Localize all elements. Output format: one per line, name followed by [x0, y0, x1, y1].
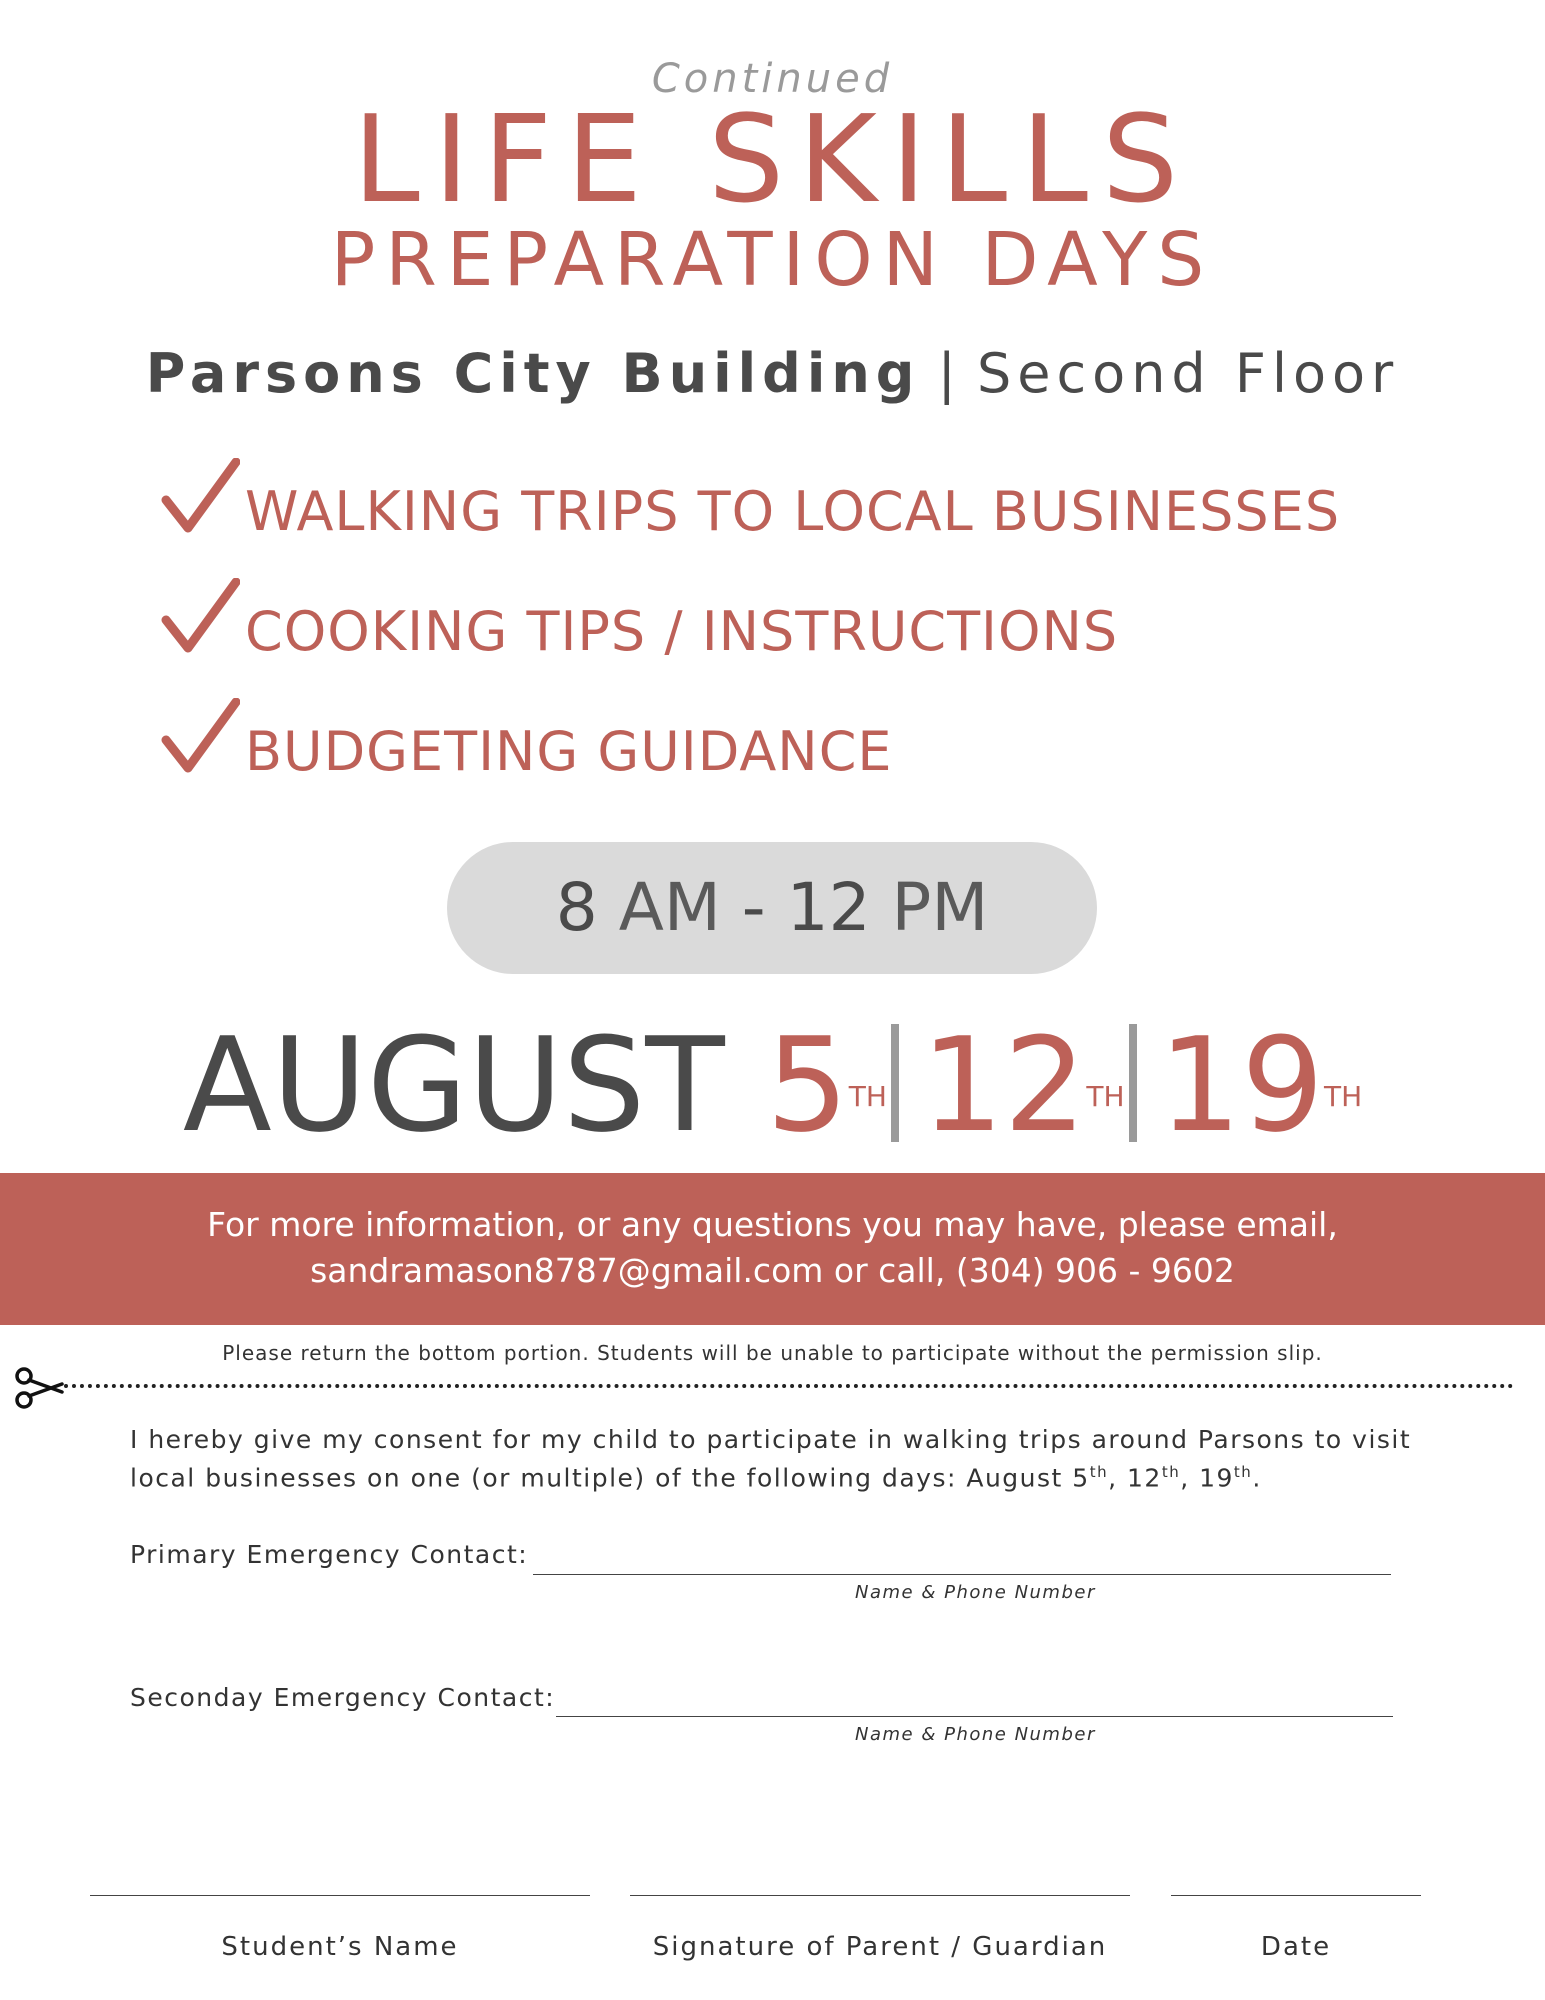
ordinal-suffix: th — [1233, 1463, 1253, 1481]
date-day: 12 — [920, 1009, 1087, 1161]
activity-item — [160, 458, 1460, 548]
activity-item — [160, 578, 1460, 668]
start-hour: 8 — [555, 869, 598, 946]
secondary-contact-label: Seconday Emergency Contact: — [130, 1683, 556, 1712]
month: AUGUST — [182, 1009, 725, 1161]
start-ampm: AM — [618, 869, 721, 946]
consent-line-1: I hereby give my consent for my child to participate in walking trips around Parsons to visit — [130, 1425, 1412, 1454]
consent-line-2 — [130, 1456, 1430, 1494]
activity-label: WALKING TRIPS TO LOCAL BUSINESSES — [245, 480, 1341, 543]
return-note: Please return the bottom portion. Students will be unable to participate without the permission slip. — [222, 1341, 1323, 1365]
date-day: 19 — [1158, 1009, 1324, 1161]
consent-statement — [130, 1424, 1430, 1494]
secondary-contact-field[interactable] — [556, 1716, 1393, 1717]
contact-line-1: For more information, or any questions you may have, please email, — [207, 1205, 1338, 1244]
parent-signature-field[interactable] — [630, 1895, 1130, 1896]
end-hour: 12 — [786, 869, 871, 946]
activity-label: COOKING TIPS / INSTRUCTIONS — [245, 600, 1119, 663]
location-floor: Second Floor — [976, 342, 1400, 405]
date-day: 5 — [766, 1009, 849, 1161]
consent-text: . — [1252, 1463, 1262, 1493]
date-field[interactable] — [1171, 1895, 1421, 1896]
activity-label: BUDGETING GUIDANCE — [245, 720, 893, 783]
location-separator: | — [937, 342, 960, 405]
checkmark-icon — [160, 458, 240, 538]
checkmark-icon — [160, 578, 240, 658]
student-name-field[interactable] — [90, 1895, 590, 1896]
location-building: Parsons City Building — [145, 342, 921, 405]
ordinal-suffix: th — [1161, 1463, 1181, 1481]
scissors-icon — [14, 1366, 64, 1410]
time-badge — [447, 842, 1097, 974]
consent-text: , 19 — [1180, 1463, 1234, 1493]
time-dash: - — [741, 869, 766, 946]
event-dates — [0, 1010, 1545, 1170]
consent-text: local businesses on one (or multiple) of the following days: August 5 — [130, 1463, 1090, 1493]
date-suffix: TH — [1323, 1080, 1363, 1113]
primary-contact-field[interactable] — [533, 1574, 1391, 1575]
primary-contact-caption: Name & Phone Number — [855, 1582, 1096, 1603]
date-label: Date — [1260, 1932, 1332, 1962]
date-divider — [1129, 1024, 1137, 1142]
secondary-contact-caption: Name & Phone Number — [855, 1724, 1096, 1745]
end-ampm: PM — [891, 869, 989, 946]
student-name-label: Student’s Name — [221, 1932, 459, 1962]
continued-label: Continued — [651, 56, 894, 102]
cut-line — [64, 1384, 1514, 1388]
parent-signature-label: Signature of Parent / Guardian — [652, 1932, 1108, 1962]
checkmark-icon — [160, 698, 240, 778]
contact-banner — [0, 1173, 1545, 1325]
page-title: LIFE SKILLS — [352, 91, 1193, 230]
location — [0, 340, 1545, 408]
contact-line-2: sandramason8787@gmail.com or call, (304) 906 - 9602 — [310, 1251, 1235, 1290]
date-divider — [891, 1024, 899, 1142]
page-subtitle: PREPARATION DAYS — [330, 217, 1215, 303]
ordinal-suffix: th — [1089, 1463, 1109, 1481]
consent-text: , 12 — [1108, 1463, 1162, 1493]
primary-contact-label: Primary Emergency Contact: — [130, 1540, 529, 1569]
activity-item — [160, 698, 1460, 788]
date-suffix: TH — [848, 1080, 887, 1113]
date-suffix: TH — [1086, 1080, 1125, 1113]
